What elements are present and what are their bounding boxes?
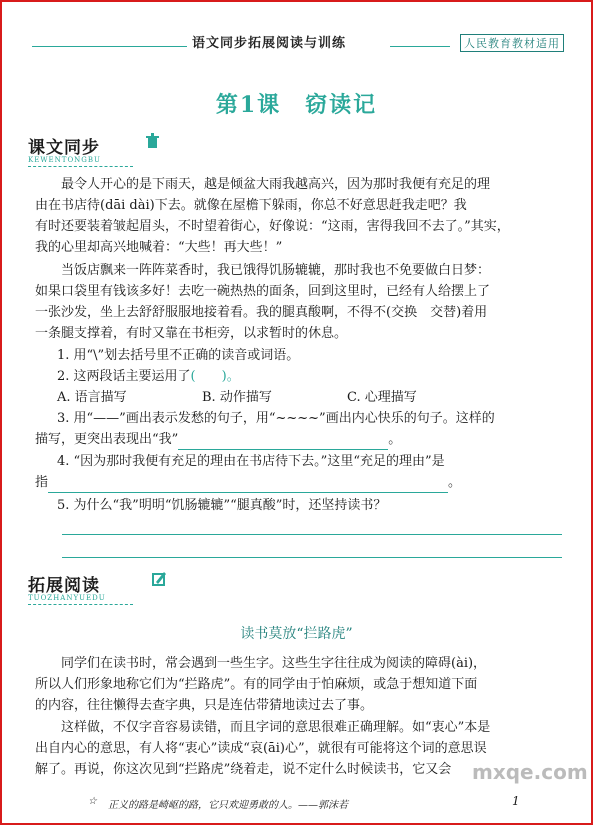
- question-3-line-2: 描写，更突出表现出“我” 。: [35, 429, 540, 450]
- watermark: mxqe.com: [472, 760, 588, 784]
- section-title: 课文同步: [28, 138, 100, 158]
- header-rule-left: [32, 46, 187, 47]
- running-header: [2, 32, 591, 52]
- option-a[interactable]: A. 语言描写: [57, 390, 127, 405]
- question-1: 1. 用“\”划去括号里不正确的读音或词语。: [57, 348, 300, 363]
- section-heading-tuozhan: [28, 571, 106, 602]
- answer-blank-q3[interactable]: [178, 435, 388, 450]
- question-4-line-2: 指 。: [35, 472, 540, 493]
- option-b[interactable]: B. 动作描写: [202, 390, 272, 405]
- question-2: 2. 这两段话主要运用了( )。: [57, 369, 240, 384]
- teacup-icon: [146, 133, 160, 149]
- pencil-square-icon: [152, 571, 166, 587]
- question-4-line-1: 4. “因为那时我便有充足的理由在书店待下去。”这里“充足的理由”是: [57, 454, 445, 469]
- answer-line-q5-1[interactable]: [62, 534, 562, 535]
- answer-paren[interactable]: ( )。: [190, 369, 240, 384]
- question-5: 5. 为什么“我”明明“饥肠辘辘”“腿真酸”时，还坚持读书？: [57, 498, 387, 513]
- star-icon: ☆: [88, 796, 97, 807]
- footer-quote: 正义的路是崎岖的路，它只欢迎勇敢的人。——郭沫若: [108, 800, 348, 811]
- book-title: 语文同步拓展阅读与训练: [192, 36, 347, 51]
- section-title: 拓展阅读: [28, 576, 100, 596]
- section-underline: [28, 604, 133, 605]
- option-c[interactable]: C. 心理描写: [347, 390, 417, 405]
- header-rule-right: [390, 46, 450, 47]
- section-pinyin: TUOZHANYUEDU: [28, 594, 106, 602]
- page-number: 1: [512, 794, 520, 808]
- section-underline: [28, 166, 133, 167]
- section-pinyin: KEWENTONGBU: [28, 156, 101, 164]
- section-heading-kewen: [28, 133, 101, 164]
- page: 语文同步拓展阅读与训练 人民教育教材适用 第1课 窃读记 课文同步 KEWENTONGBU 最令人开心的是下雨天，越是倾盆大雨我越高兴，因为那时我便有充足的理 由在书店待(dāi dài)下去。就像在屋檐下躲雨，你总不好意思赶我走吧？我 有时还要装着皱起眉头，不时望着街心，好像说：“这雨，害得我回不去了。”其实， 我的心里却高兴地喊着：“大些！再大些！” 当饭店飘来一阵阵菜香时，我已饿得饥肠辘辘，那时我也不免要做白日梦： 如果口袋里有钱该多好！去吃一碗热热的面条，回到这里时，已经有人给摆上了 一张沙发，坐上去舒舒服服地接着看。我的腿真酸啊，不得不(交换 交替)着用 一条腿支撑着，有时又靠在书柜旁，以求暂时的休息。 1. 用“\”划去括号里不正确的读音或词语。 2. 这两段话主要运用了( )。 A. 语言描写 B. 动作描写 C. 心理描写 3. 用“——”画出表示发愁的句子，用“~~~~”画出内心快乐的句子。这样的 描写，更突出表现出“我” 。 4. “因为那时我便有充足的理由在书店待下去。”这里“充足的理由”是 指 。 5. 为什么“我”明明“饥肠辘辘”“腿真酸”时，还坚持读书？ 拓展阅读 TUOZHANYUEDU 读书莫放“拦路虎” 同学们在读书时，常会遇到一些生字。这些生字往往成为阅读的障碍(ài)， 所以人们形象地称它们为“拦路虎”。有的同学由于怕麻烦，或急于想知道下面 的内容，往往懒得去查字典，只是连估带猜地读过去了事。 这样做，不仅字音容易读错，而且字词的意思很难正确理解。如“衷心”本是 出自内心的意思，有人将“衷心”读成“哀(āi)心”，就很有可能将这个词的意思误 解了。再说，你这次见到“拦路虎”绕着走，说不定什么时候读书，它又会 mxqe.com ☆ 正义的路是崎岖的路，它只欢迎勇敢的人。——郭沫若 1: [0, 0, 593, 825]
- question-3-line-1: 3. 用“——”画出表示发愁的句子，用“~~~~”画出内心快乐的句子。这样的: [57, 411, 495, 426]
- answer-line-q5-2[interactable]: [62, 557, 562, 558]
- reading-title: 读书莫放“拦路虎”: [240, 626, 353, 642]
- publisher-badge: 人民教育教材适用: [460, 34, 564, 52]
- answer-blank-q4[interactable]: [48, 478, 448, 493]
- page-footer: [2, 794, 591, 814]
- lesson-title: 第1课 窃读记: [215, 92, 378, 118]
